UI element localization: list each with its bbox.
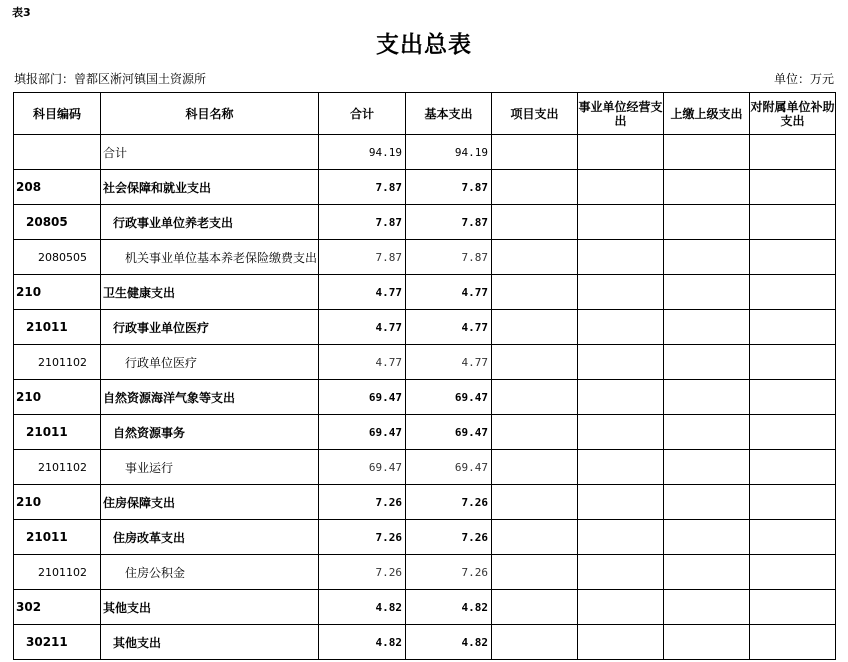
header-subject-name: 科目名称: [101, 93, 319, 135]
cell-code: 2101102: [14, 345, 101, 380]
cell-subsidy: [750, 205, 836, 240]
table-row: [14, 380, 836, 415]
cell-basic: 7.26: [406, 555, 492, 590]
cell-total: 7.87: [319, 170, 406, 205]
cell-name: 事业运行: [101, 450, 319, 485]
table-row: [14, 555, 836, 590]
header-subsidy: 对附属单位补助支出: [750, 93, 836, 135]
cell-subsidy: [750, 485, 836, 520]
cell-subsidy: [750, 415, 836, 450]
cell-business: [578, 135, 664, 170]
cell-basic: 4.77: [406, 310, 492, 345]
cell-basic: 4.77: [406, 275, 492, 310]
header-business: 事业单位经营支出: [578, 93, 664, 135]
cell-project: [492, 625, 578, 660]
cell-code: 21011: [14, 310, 101, 345]
table-row: [14, 205, 836, 240]
cell-project: [492, 485, 578, 520]
table-row: [14, 170, 836, 205]
cell-superior: [664, 135, 750, 170]
cell-name: 其他支出: [101, 590, 319, 625]
cell-business: [578, 415, 664, 450]
cell-name: 行政事业单位养老支出: [101, 205, 319, 240]
cell-basic: 4.82: [406, 625, 492, 660]
cell-superior: [664, 590, 750, 625]
cell-superior: [664, 240, 750, 275]
cell-business: [578, 240, 664, 275]
cell-business: [578, 520, 664, 555]
cell-project: [492, 275, 578, 310]
cell-name: 卫生健康支出: [101, 275, 319, 310]
table-header-row: [14, 93, 836, 135]
cell-project: [492, 310, 578, 345]
cell-superior: [664, 485, 750, 520]
cell-total: 69.47: [319, 415, 406, 450]
cell-subsidy: [750, 380, 836, 415]
cell-project: [492, 135, 578, 170]
cell-project: [492, 345, 578, 380]
cell-superior: [664, 555, 750, 590]
cell-code: [14, 135, 101, 170]
cell-total: 4.77: [319, 275, 406, 310]
cell-business: [578, 485, 664, 520]
cell-total: 7.26: [319, 520, 406, 555]
cell-code: 210: [14, 485, 101, 520]
header-basic: 基本支出: [406, 93, 492, 135]
cell-superior: [664, 205, 750, 240]
cell-superior: [664, 310, 750, 345]
cell-basic: 69.47: [406, 450, 492, 485]
cell-basic: 7.87: [406, 205, 492, 240]
cell-basic: 69.47: [406, 380, 492, 415]
table-row: [14, 625, 836, 660]
cell-total: 7.87: [319, 205, 406, 240]
cell-subsidy: [750, 590, 836, 625]
table-row: [14, 520, 836, 555]
cell-business: [578, 555, 664, 590]
cell-code: 20805: [14, 205, 101, 240]
cell-business: [578, 450, 664, 485]
cell-superior: [664, 450, 750, 485]
cell-project: [492, 415, 578, 450]
cell-superior: [664, 345, 750, 380]
page-title: 支出总表: [376, 32, 472, 58]
table-row: [14, 310, 836, 345]
cell-total: 4.77: [319, 345, 406, 380]
cell-subsidy: [750, 520, 836, 555]
cell-total: 69.47: [319, 450, 406, 485]
cell-business: [578, 625, 664, 660]
table-row: [14, 485, 836, 520]
cell-superior: [664, 415, 750, 450]
cell-basic: 7.26: [406, 485, 492, 520]
cell-subsidy: [750, 555, 836, 590]
header-project: 项目支出: [492, 93, 578, 135]
table-row: [14, 345, 836, 380]
table-row: [14, 275, 836, 310]
cell-project: [492, 170, 578, 205]
cell-name: 住房保障支出: [101, 485, 319, 520]
table-row: [14, 590, 836, 625]
cell-business: [578, 205, 664, 240]
cell-total: 4.77: [319, 310, 406, 345]
cell-code: 30211: [14, 625, 101, 660]
cell-name: 合计: [101, 135, 319, 170]
cell-name: 住房改革支出: [101, 520, 319, 555]
cell-project: [492, 380, 578, 415]
header-total: 合计: [319, 93, 406, 135]
cell-project: [492, 240, 578, 275]
table-row: [14, 450, 836, 485]
cell-total: 4.82: [319, 590, 406, 625]
cell-basic: 7.26: [406, 520, 492, 555]
cell-name: 行政事业单位医疗: [101, 310, 319, 345]
cell-total: 7.87: [319, 240, 406, 275]
header-superior: 上缴上级支出: [664, 93, 750, 135]
cell-code: 2080505: [14, 240, 101, 275]
cell-name: 自然资源事务: [101, 415, 319, 450]
cell-superior: [664, 380, 750, 415]
expenditure-table: [13, 92, 836, 660]
cell-name: 行政单位医疗: [101, 345, 319, 380]
cell-basic: 94.19: [406, 135, 492, 170]
cell-subsidy: [750, 170, 836, 205]
cell-name: 自然资源海洋气象等支出: [101, 380, 319, 415]
unit-label: 单位：万元: [773, 72, 834, 86]
cell-total: 7.26: [319, 485, 406, 520]
cell-business: [578, 310, 664, 345]
cell-subsidy: [750, 135, 836, 170]
cell-superior: [664, 170, 750, 205]
cell-basic: 4.77: [406, 345, 492, 380]
cell-basic: 7.87: [406, 240, 492, 275]
cell-subsidy: [750, 240, 836, 275]
cell-project: [492, 590, 578, 625]
table-row: [14, 415, 836, 450]
cell-basic: 4.82: [406, 590, 492, 625]
cell-code: 210: [14, 380, 101, 415]
cell-basic: 69.47: [406, 415, 492, 450]
cell-code: 2101102: [14, 450, 101, 485]
cell-total: 4.82: [319, 625, 406, 660]
cell-code: 21011: [14, 520, 101, 555]
cell-project: [492, 205, 578, 240]
cell-business: [578, 380, 664, 415]
table-label: 表3: [12, 6, 31, 19]
cell-subsidy: [750, 275, 836, 310]
cell-code: 2101102: [14, 555, 101, 590]
cell-total: 94.19: [319, 135, 406, 170]
cell-business: [578, 275, 664, 310]
cell-code: 210: [14, 275, 101, 310]
cell-business: [578, 345, 664, 380]
cell-subsidy: [750, 450, 836, 485]
cell-project: [492, 555, 578, 590]
table-row: [14, 240, 836, 275]
cell-business: [578, 170, 664, 205]
cell-project: [492, 520, 578, 555]
header-subject-code: 科目编码: [14, 93, 101, 135]
cell-business: [578, 590, 664, 625]
cell-name: 机关事业单位基本养老保险缴费支出: [101, 240, 319, 275]
cell-project: [492, 450, 578, 485]
cell-name: 住房公积金: [101, 555, 319, 590]
cell-superior: [664, 520, 750, 555]
cell-subsidy: [750, 310, 836, 345]
cell-subsidy: [750, 345, 836, 380]
cell-total: 7.26: [319, 555, 406, 590]
cell-superior: [664, 625, 750, 660]
cell-name: 社会保障和就业支出: [101, 170, 319, 205]
cell-total: 69.47: [319, 380, 406, 415]
cell-subsidy: [750, 625, 836, 660]
cell-code: 302: [14, 590, 101, 625]
table-row: [14, 135, 836, 170]
cell-code: 21011: [14, 415, 101, 450]
department-label: 填报部门：曾都区淅河镇国土资源所: [14, 72, 207, 86]
cell-basic: 7.87: [406, 170, 492, 205]
cell-superior: [664, 275, 750, 310]
cell-name: 其他支出: [101, 625, 319, 660]
cell-code: 208: [14, 170, 101, 205]
